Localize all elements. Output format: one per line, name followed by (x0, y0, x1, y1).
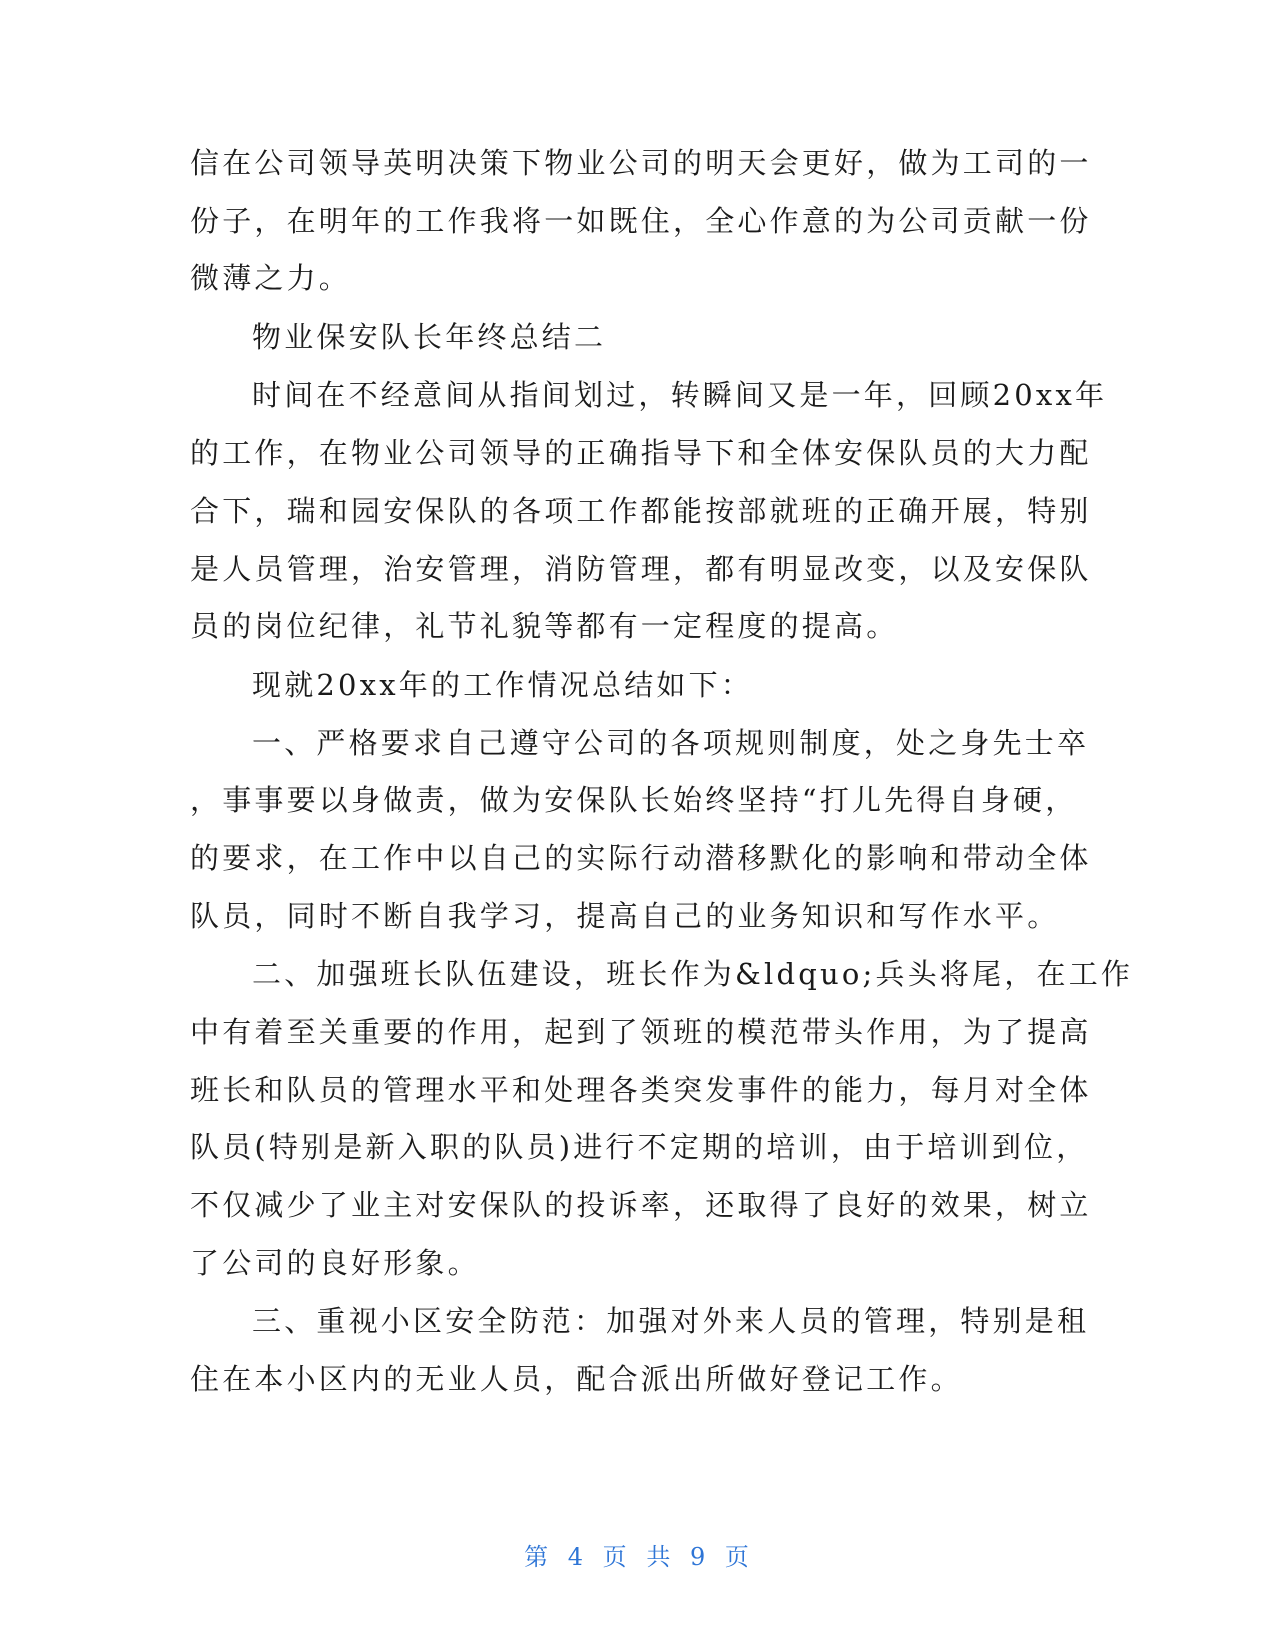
text-line: 份子，在明年的工作我将一如既住，全心作意的为公司贡献一份 (190, 204, 1092, 238)
footer-label-total: 共 (646, 1543, 673, 1571)
footer-label-page: 第 (524, 1543, 551, 1571)
page-footer (0, 1537, 1275, 1572)
footer-label-total-unit: 页 (724, 1543, 751, 1571)
text-line: 中有着至关重要的作用，起到了领班的模范带头作用，为了提高 (190, 1015, 1092, 1049)
text-line: 一、严格要求自己遵守公司的各项规则制度，处之身先士卒 (252, 726, 1090, 760)
text-line: 不仅减少了业主对安保队的投诉率，还取得了良好的效果，树立 (190, 1188, 1092, 1222)
footer-current-page: 4 (567, 1543, 586, 1571)
text-line: 员的岗位纪律，礼节礼貌等都有一定程度的提高。 (190, 609, 899, 643)
text-line: 住在本小区内的无业人员，配合派出所做好登记工作。 (190, 1362, 963, 1396)
text-line: 的工作，在物业公司领导的正确指导下和全体安保队员的大力配 (190, 436, 1092, 470)
text-line: ，事事要以身做责，做为安保队长始终坚持“打儿先得自身硬， (190, 783, 1078, 817)
text-line: 时间在不经意间从指间划过，转瞬间又是一年，回顾20xx年 (252, 378, 1108, 412)
text-line: 的要求，在工作中以自己的实际行动潜移默化的影响和带动全体 (190, 841, 1092, 875)
footer-total-pages: 9 (689, 1543, 708, 1571)
text-line: 是人员管理，治安管理，消防管理，都有明显改变，以及安保队 (190, 552, 1092, 586)
text-line: 微薄之力。 (190, 261, 352, 295)
section-heading: 物业保安队长年终总结二 (252, 320, 607, 354)
text-line: 二、加强班长队伍建设，班长作为&ldquo;兵头将尾，在工作 (252, 957, 1134, 991)
text-line: 队员，同时不断自我学习，提高自己的业务知识和写作水平。 (190, 899, 1060, 933)
text-line: 合下，瑞和园安保队的各项工作都能按部就班的正确开展，特别 (190, 494, 1092, 528)
text-line: 了公司的良好形象。 (190, 1246, 480, 1280)
text-line: 班长和队员的管理水平和处理各类突发事件的能力，每月对全体 (190, 1073, 1092, 1107)
text-line: 信在公司领导英明决策下物业公司的明天会更好，做为工司的一 (190, 146, 1092, 180)
text-line: 三、重视小区安全防范：加强对外来人员的管理，特别是租 (252, 1304, 1090, 1338)
text-line: 现就20xx年的工作情况总结如下： (252, 668, 754, 702)
text-line: 队员(特别是新入职的队员)进行不定期的培训，由于培训到位， (190, 1130, 1089, 1164)
footer-label-page-unit: 页 (602, 1543, 629, 1571)
